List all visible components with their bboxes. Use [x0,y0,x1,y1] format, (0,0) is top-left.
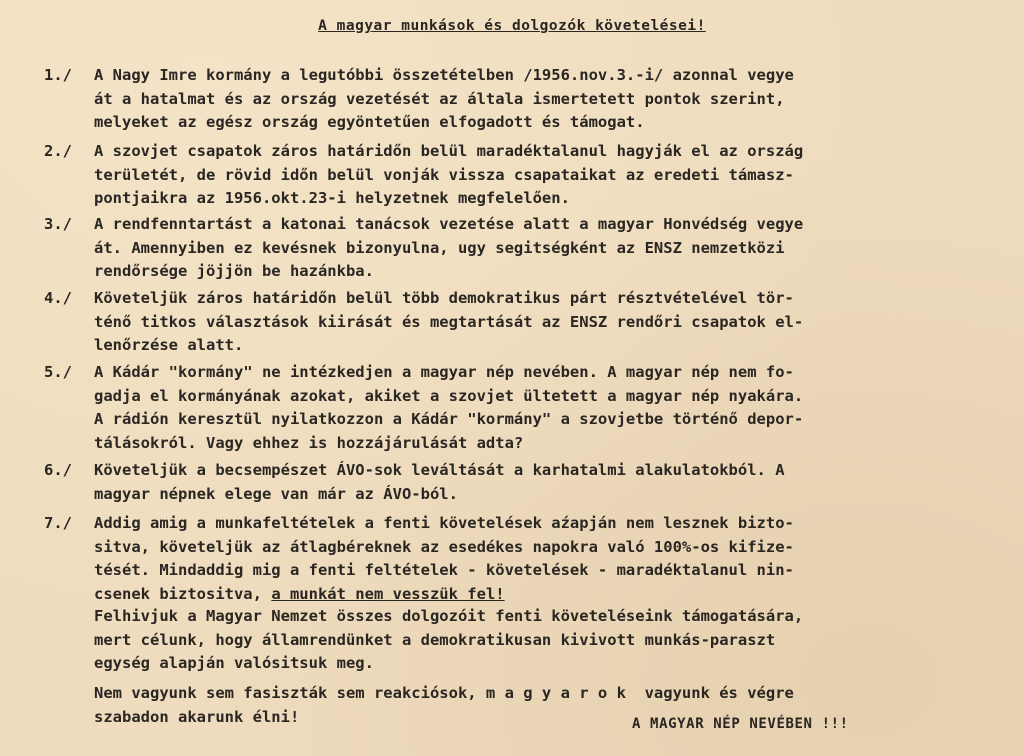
text-line: tését. Mindaddig mig a fenti feltételek - követelések - maradéktalanul nin- [94,561,794,579]
demand-number: 5./ [44,363,72,381]
signature-line: A MAGYAR NÉP NEVÉBEN !!! [632,716,849,732]
text-line: A rendfenntartást a katonai tanácsok vezetése alatt a magyar Honvédség vegye [94,215,804,233]
text-line: Felhivjuk a Magyar Nemzet összes dolgozóit fenti követeléseink támogatására, [94,607,804,625]
demand-text [94,459,984,506]
text-line [94,583,984,607]
document-title: A magyar munkások és dolgozók követelései! [318,18,706,34]
text-line: A szovjet csapatok záros határidőn belül maradéktalanul hagyják el az ország [94,142,804,160]
demand-text [94,64,984,135]
text-line: területét, de rövid időn belül vonják vissza csapataikat az eredeti támasz- [94,165,794,184]
demand-text [94,361,984,455]
text-line: át a hatalmat és az ország vezetését az általa ismertetett pontok szerint, [94,89,785,108]
text-line: sitva, követeljük az átlagbéreknek az esedékes napokra való 100%-os kifize- [94,537,794,556]
text-line: melyeket az egész ország egyöntetűen elfogadott és támogat. [94,113,645,131]
demand-number: 6./ [44,461,72,479]
underlined-refusal-text: a munkát nem vesszük fel! [271,584,505,603]
text-line: Addig amig a munkafeltételek a fenti követelések aźapján nem lesznek bizto- [94,514,794,532]
text-line: A rádión keresztül nyilatkozzon a Kádár "kormány" a szovjetbe történő depor- [94,410,804,428]
text-line: mert célunk, hogy államrendünket a demokratikusan kivivott munkás-paraszt [94,630,776,649]
text-line: A Nagy Imre kormány a legutóbbi összetételben /1956.nov.3.-i/ azonnal vegye [94,66,794,84]
text-line: Követeljük a becsempészet ÁVO-sok leváltását a karhatalmi alakulatokból. A [94,461,785,479]
text-line: Követeljük záros határidőn belül több demokratikus párt résztvételével tör- [94,289,794,307]
demand-text [94,140,984,211]
closing-paragraph-declaration [94,682,984,729]
text-line: pontjaikra az 1956.okt.23-i helyzetnek megfelelően. [94,189,570,207]
text-line: magyar népnek elege van már az ÁVO-ból. [94,484,458,503]
text-line: át. Amennyiben ez kevésnek bizonyulna, ugy segitségként az ENSZ nemzetközi [94,238,785,257]
text-line: ténő titkos választások kiirását és megtartását az ENSZ rendőri csapatok el- [94,312,804,331]
demand-text [94,512,984,606]
text-line: gadja el kormányának azokat, akiket a szovjet ültetett a magyar nép nyakára. [94,386,804,405]
demand-number: 3./ [44,215,72,233]
text-line: A Kádár "kormány" ne intézkedjen a magyar nép nevében. A magyar nép nem fo- [94,363,794,381]
text-line-start: csenek biztositva, [94,584,272,603]
demand-number: 7./ [44,514,72,532]
text-line: rendőrsége jöjjön be hazánkba. [94,262,374,280]
demand-text [94,287,984,358]
demand-text [94,213,984,284]
text-line: szabadon akarunk élni! [94,707,300,726]
demand-number: 4./ [44,289,72,307]
text-line: egység alapján valósitsuk meg. [94,654,374,672]
closing-paragraph-call [94,605,984,676]
text-line: tálásokról. Vagy ehhez is hozzájárulását adta? [94,433,524,452]
demand-number: 1./ [44,66,72,84]
text-line: Nem vagyunk sem fasiszták sem reakciósok, m a g y a r o k vagyunk és végre [94,684,794,702]
text-line: lenőrzése alatt. [94,336,244,354]
demand-number: 2./ [44,142,72,160]
